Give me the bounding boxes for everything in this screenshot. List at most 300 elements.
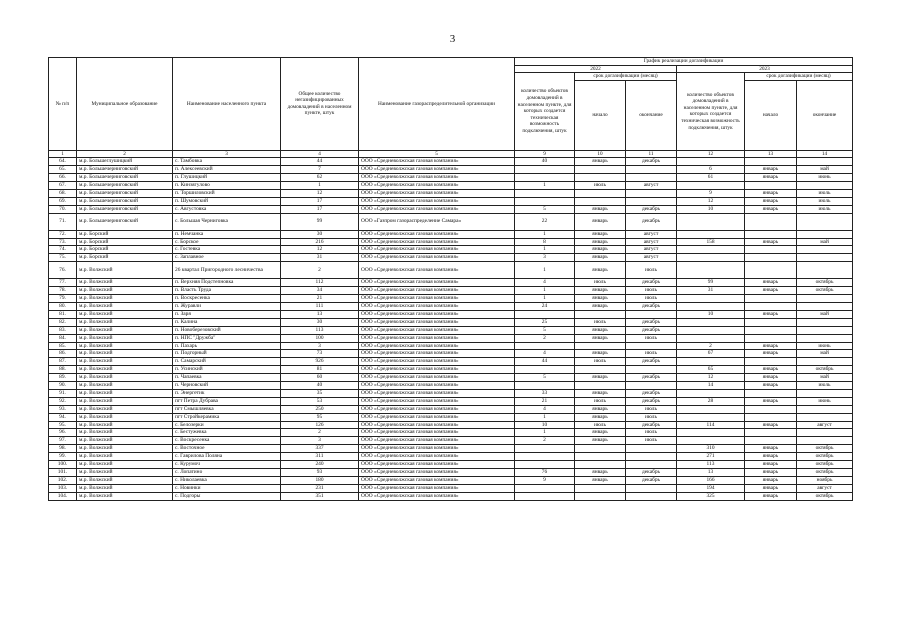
cell-municipality: м.р. Волжский xyxy=(77,461,173,469)
cell-num: 99. xyxy=(49,453,77,461)
header-start-2023: начало xyxy=(745,80,797,150)
cell-num: 83. xyxy=(49,326,77,334)
cell-start-2022 xyxy=(575,189,626,197)
cell-municipality: м.р. Волжский xyxy=(77,295,173,303)
cell-num: 103. xyxy=(49,484,77,492)
cell-num: 86. xyxy=(49,350,77,358)
cell-municipality: м.р. Волжский xyxy=(77,366,173,374)
cell-gdo: ООО «Средневолжская газовая компания» xyxy=(359,461,515,469)
cell-total: 3 xyxy=(281,342,359,350)
cell-count-2023 xyxy=(677,358,745,366)
column-number: 9 xyxy=(515,150,575,158)
cell-settlement: с. Гаврилова Поляна xyxy=(173,453,281,461)
cell-count-2023 xyxy=(677,302,745,310)
header-year-2022: 2022 xyxy=(515,65,677,73)
cell-count-2023: 31 xyxy=(677,287,745,295)
table-row xyxy=(49,421,853,429)
cell-start-2023: январь xyxy=(745,469,797,477)
table-row xyxy=(49,476,853,484)
cell-gdo: ООО «Средневолжская газовая компания» xyxy=(359,254,515,262)
cell-municipality: м.р. Борский xyxy=(77,238,173,246)
cell-end-2023: октябрь xyxy=(797,287,853,295)
cell-start-2022: январь xyxy=(575,334,626,342)
header-start-2022: начало xyxy=(575,80,626,150)
header-num: № п/п xyxy=(49,58,77,151)
cell-num: 80. xyxy=(49,302,77,310)
cell-count-2022: 44 xyxy=(515,358,575,366)
cell-end-2022: июль xyxy=(626,262,677,279)
cell-gdo: ООО «Средневолжская газовая компания» xyxy=(359,366,515,374)
cell-count-2023: 99 xyxy=(677,279,745,287)
cell-end-2023 xyxy=(797,358,853,366)
cell-count-2023: 61 xyxy=(677,174,745,182)
cell-num: 75. xyxy=(49,254,77,262)
cell-start-2022 xyxy=(575,461,626,469)
cell-end-2022: июль xyxy=(626,413,677,421)
table-row xyxy=(49,453,853,461)
cell-settlement: п. НПС "Дружба" xyxy=(173,334,281,342)
cell-count-2022 xyxy=(515,366,575,374)
cell-total: 2 xyxy=(281,262,359,279)
cell-gdo: ООО «Средневолжская газовая компания» xyxy=(359,287,515,295)
table-row xyxy=(49,389,853,397)
cell-settlement: пгт Петра Дубрава xyxy=(173,397,281,405)
cell-municipality: м.р. Волжский xyxy=(77,326,173,334)
cell-end-2023: июль xyxy=(797,197,853,205)
cell-start-2022 xyxy=(575,174,626,182)
cell-count-2022: 10 xyxy=(515,421,575,429)
table-row xyxy=(49,350,853,358)
cell-num: 82. xyxy=(49,318,77,326)
table-row xyxy=(49,405,853,413)
cell-total: 93 xyxy=(281,469,359,477)
cell-count-2022 xyxy=(515,166,575,174)
cell-start-2022: январь xyxy=(575,287,626,295)
cell-total: 12 xyxy=(281,246,359,254)
cell-count-2022 xyxy=(515,174,575,182)
cell-municipality: м.р. Волжский xyxy=(77,413,173,421)
cell-end-2023 xyxy=(797,334,853,342)
cell-gdo: ООО «Средневолжская газовая компания» xyxy=(359,310,515,318)
cell-end-2022: июль xyxy=(626,405,677,413)
cell-settlement: п. Усинский xyxy=(173,366,281,374)
cell-count-2023: 67 xyxy=(677,350,745,358)
table-row xyxy=(49,366,853,374)
cell-num: 69. xyxy=(49,197,77,205)
cell-start-2022: январь xyxy=(575,374,626,382)
cell-municipality: м.р. Борский xyxy=(77,230,173,238)
cell-end-2023 xyxy=(797,413,853,421)
table-row xyxy=(49,182,853,190)
cell-end-2022: декабрь xyxy=(626,326,677,334)
cell-num: 68. xyxy=(49,189,77,197)
cell-start-2022: январь xyxy=(575,326,626,334)
cell-count-2022: 40 xyxy=(515,158,575,166)
gasification-schedule-table xyxy=(48,57,853,501)
cell-count-2023 xyxy=(677,437,745,445)
table-row xyxy=(49,262,853,279)
cell-start-2022: январь xyxy=(575,350,626,358)
cell-end-2022: декабрь xyxy=(626,205,677,213)
column-number: 3 xyxy=(173,150,281,158)
cell-count-2022: 25 xyxy=(515,318,575,326)
table-row xyxy=(49,166,853,174)
column-number: 5 xyxy=(359,150,515,158)
cell-municipality: м.р. Борский xyxy=(77,246,173,254)
cell-municipality: м.р. Волжский xyxy=(77,421,173,429)
cell-start-2023 xyxy=(745,334,797,342)
cell-end-2023: июнь xyxy=(797,342,853,350)
page-number: 3 xyxy=(449,33,456,45)
table-row xyxy=(49,437,853,445)
cell-settlement: п. Заря xyxy=(173,310,281,318)
table-row xyxy=(49,397,853,405)
cell-count-2023: 114 xyxy=(677,421,745,429)
cell-start-2023 xyxy=(745,213,797,230)
cell-end-2022 xyxy=(626,166,677,174)
cell-gdo: ООО «Средневолжская газовая компания» xyxy=(359,295,515,303)
cell-start-2023: январь xyxy=(745,166,797,174)
cell-settlement: п. Глушицкий xyxy=(173,174,281,182)
cell-start-2023 xyxy=(745,302,797,310)
cell-municipality: м.р. Борский xyxy=(77,254,173,262)
cell-total: 17 xyxy=(281,197,359,205)
cell-total: 60 xyxy=(281,374,359,382)
cell-num: 70. xyxy=(49,205,77,213)
cell-count-2022 xyxy=(515,197,575,205)
cell-num: 77. xyxy=(49,279,77,287)
cell-end-2022 xyxy=(626,174,677,182)
table-row xyxy=(49,492,853,500)
cell-end-2023 xyxy=(797,318,853,326)
cell-end-2022 xyxy=(626,310,677,318)
cell-end-2023 xyxy=(797,254,853,262)
table-row xyxy=(49,326,853,334)
cell-start-2022 xyxy=(575,492,626,500)
cell-end-2023 xyxy=(797,405,853,413)
cell-count-2023: 194 xyxy=(677,484,745,492)
header-total: Общее количество негазифицированных домовладений в населенном пункте, штук xyxy=(281,58,359,151)
cell-settlement: п. Калина xyxy=(173,318,281,326)
cell-end-2022: июль xyxy=(626,295,677,303)
cell-settlement: п. Верхняя Подстепновка xyxy=(173,279,281,287)
cell-start-2023: январь xyxy=(745,453,797,461)
table-row xyxy=(49,254,853,262)
cell-settlement: п. Кинзягулово xyxy=(173,182,281,190)
cell-gdo: ООО «Средневолжская газовая компания» xyxy=(359,334,515,342)
cell-total: 30 xyxy=(281,318,359,326)
cell-num: 96. xyxy=(49,429,77,437)
cell-start-2023 xyxy=(745,254,797,262)
cell-end-2023: октябрь xyxy=(797,492,853,500)
cell-settlement: с. Заплавное xyxy=(173,254,281,262)
cell-count-2023: 13 xyxy=(677,469,745,477)
cell-count-2023: 113 xyxy=(677,461,745,469)
cell-end-2023: май xyxy=(797,374,853,382)
cell-end-2023 xyxy=(797,302,853,310)
cell-end-2022 xyxy=(626,366,677,374)
cell-start-2022 xyxy=(575,382,626,390)
cell-count-2023: 28 xyxy=(677,397,745,405)
cell-municipality: м.р. Волжский xyxy=(77,382,173,390)
cell-end-2023 xyxy=(797,213,853,230)
cell-count-2022: 21 xyxy=(515,397,575,405)
cell-gdo: ООО «Средневолжская газовая компания» xyxy=(359,326,515,334)
cell-count-2023: 166 xyxy=(677,476,745,484)
header-term-2022: срок догазификации (месяц) xyxy=(575,73,677,81)
header-count-2023: количество объектов домовладений в населенном пункте, для которых создается техническая возможность подключения, штук xyxy=(677,73,745,151)
cell-end-2022: декабрь xyxy=(626,279,677,287)
cell-count-2022: 3 xyxy=(515,254,575,262)
cell-count-2023: 9 xyxy=(677,189,745,197)
table-row xyxy=(49,413,853,421)
cell-municipality: м.р. Волжский xyxy=(77,397,173,405)
cell-municipality: м.р. Волжский xyxy=(77,437,173,445)
cell-settlement: п. Немчанка xyxy=(173,230,281,238)
cell-start-2023: январь xyxy=(745,476,797,484)
cell-gdo: ООО «Средневолжская газовая компания» xyxy=(359,413,515,421)
cell-total: 13 xyxy=(281,310,359,318)
cell-start-2022: январь xyxy=(575,405,626,413)
cell-municipality: м.р. Большечерниговский xyxy=(77,205,173,213)
cell-gdo: ООО «Средневолжская газовая компания» xyxy=(359,205,515,213)
cell-end-2022 xyxy=(626,461,677,469)
cell-count-2023 xyxy=(677,334,745,342)
column-number: 12 xyxy=(677,150,745,158)
cell-municipality: м.р. Большечерниговский xyxy=(77,182,173,190)
cell-num: 101. xyxy=(49,469,77,477)
cell-gdo: ООО «Средневолжская газовая компания» xyxy=(359,230,515,238)
cell-municipality: м.р. Большечерниговский xyxy=(77,174,173,182)
cell-settlement: п. Торшиловский xyxy=(173,189,281,197)
cell-municipality: м.р. Волжский xyxy=(77,310,173,318)
cell-start-2023: январь xyxy=(745,484,797,492)
cell-start-2022 xyxy=(575,445,626,453)
cell-start-2023 xyxy=(745,358,797,366)
cell-end-2022: июль xyxy=(626,437,677,445)
column-number: 10 xyxy=(575,150,626,158)
cell-gdo: ООО «Средневолжская газовая компания» xyxy=(359,437,515,445)
table-row xyxy=(49,310,853,318)
cell-end-2022: июль xyxy=(626,429,677,437)
cell-start-2023: январь xyxy=(745,350,797,358)
cell-start-2022: январь xyxy=(575,469,626,477)
cell-settlement: с. Гостевка xyxy=(173,246,281,254)
cell-municipality: м.р. Большечерниговский xyxy=(77,213,173,230)
cell-num: 78. xyxy=(49,287,77,295)
cell-gdo: ООО «Средневолжская газовая компания» xyxy=(359,453,515,461)
cell-end-2023: май xyxy=(797,310,853,318)
cell-count-2022 xyxy=(515,461,575,469)
cell-total: 126 xyxy=(281,421,359,429)
cell-count-2022: 8 xyxy=(515,238,575,246)
cell-settlement: пгт Смышляевка xyxy=(173,405,281,413)
cell-count-2023: 271 xyxy=(677,453,745,461)
cell-count-2022: 4 xyxy=(515,350,575,358)
cell-total: 34 xyxy=(281,287,359,295)
cell-count-2022 xyxy=(515,492,575,500)
cell-end-2022 xyxy=(626,492,677,500)
cell-settlement: с. Воскресенка xyxy=(173,437,281,445)
cell-count-2023: 10 xyxy=(677,310,745,318)
cell-start-2023: январь xyxy=(745,382,797,390)
cell-start-2022: январь xyxy=(575,302,626,310)
cell-num: 93. xyxy=(49,405,77,413)
cell-start-2023: январь xyxy=(745,374,797,382)
cell-municipality: м.р. Волжский xyxy=(77,453,173,461)
cell-num: 73. xyxy=(49,238,77,246)
cell-municipality: м.р. Волжский xyxy=(77,302,173,310)
cell-gdo: ООО «Средневолжская газовая компания» xyxy=(359,469,515,477)
column-number: 13 xyxy=(745,150,797,158)
table-row xyxy=(49,334,853,342)
column-numbers-row xyxy=(49,150,853,158)
cell-settlement: с. Тамбовка xyxy=(173,158,281,166)
cell-settlement: с. Августовка xyxy=(173,205,281,213)
cell-count-2023: 65 xyxy=(677,366,745,374)
cell-end-2023 xyxy=(797,158,853,166)
cell-total: 35 xyxy=(281,389,359,397)
cell-count-2023: 10 xyxy=(677,205,745,213)
cell-start-2022: январь xyxy=(575,262,626,279)
cell-start-2023 xyxy=(745,246,797,254)
cell-start-2023: январь xyxy=(745,461,797,469)
cell-municipality: м.р. Волжский xyxy=(77,334,173,342)
column-number: 1 xyxy=(49,150,77,158)
cell-total: 3 xyxy=(281,437,359,445)
cell-count-2023 xyxy=(677,405,745,413)
cell-municipality: м.р. Большечерниговский xyxy=(77,197,173,205)
cell-start-2023: январь xyxy=(745,366,797,374)
cell-total: 30 xyxy=(281,230,359,238)
cell-end-2022 xyxy=(626,445,677,453)
cell-start-2022: январь xyxy=(575,213,626,230)
cell-settlement: п. Пахарь xyxy=(173,342,281,350)
cell-total: 40 xyxy=(281,382,359,390)
cell-start-2023 xyxy=(745,158,797,166)
cell-end-2022: декабрь xyxy=(626,374,677,382)
cell-start-2023: январь xyxy=(745,287,797,295)
cell-end-2022 xyxy=(626,453,677,461)
cell-count-2022 xyxy=(515,445,575,453)
cell-settlement: с. Лопатино xyxy=(173,469,281,477)
header-gdo: Наименование газораспределительной организации xyxy=(359,58,515,151)
cell-end-2023: июнь xyxy=(797,174,853,182)
cell-municipality: м.р. Волжский xyxy=(77,389,173,397)
cell-end-2023: июль xyxy=(797,189,853,197)
cell-count-2023 xyxy=(677,295,745,303)
cell-count-2023 xyxy=(677,182,745,190)
cell-end-2022: декабрь xyxy=(626,469,677,477)
cell-end-2022: август xyxy=(626,182,677,190)
cell-start-2023 xyxy=(745,262,797,279)
cell-start-2022: июль xyxy=(575,279,626,287)
cell-num: 100. xyxy=(49,461,77,469)
cell-count-2022: 1 xyxy=(515,287,575,295)
cell-count-2022: 1 xyxy=(515,295,575,303)
cell-count-2022 xyxy=(515,342,575,350)
cell-start-2023: январь xyxy=(745,445,797,453)
cell-count-2022: 1 xyxy=(515,182,575,190)
cell-municipality: м.р. Волжский xyxy=(77,445,173,453)
column-number: 14 xyxy=(797,150,853,158)
cell-municipality: м.р. Волжский xyxy=(77,429,173,437)
cell-end-2022: декабрь xyxy=(626,358,677,366)
table-row xyxy=(49,238,853,246)
table-row xyxy=(49,445,853,453)
cell-settlement: п. Подгорный xyxy=(173,350,281,358)
cell-start-2023: январь xyxy=(745,397,797,405)
cell-end-2022: декабрь xyxy=(626,476,677,484)
cell-settlement: с. Подгоры xyxy=(173,492,281,500)
cell-gdo: ООО «Средневолжская газовая компания» xyxy=(359,421,515,429)
cell-settlement: 26 квартал Пригородного лесничества xyxy=(173,262,281,279)
cell-start-2022: январь xyxy=(575,158,626,166)
cell-count-2023: 310 xyxy=(677,445,745,453)
cell-num: 91. xyxy=(49,389,77,397)
cell-start-2023: январь xyxy=(745,421,797,429)
cell-start-2022: июль xyxy=(575,397,626,405)
cell-gdo: ООО «Средневолжская газовая компания» xyxy=(359,246,515,254)
cell-num: 76. xyxy=(49,262,77,279)
cell-start-2023 xyxy=(745,413,797,421)
cell-total: 1 xyxy=(281,182,359,190)
cell-settlement: п. Алексеевский xyxy=(173,166,281,174)
cell-count-2022: 1 xyxy=(515,230,575,238)
cell-gdo: ООО «Средневолжская газовая компания» xyxy=(359,238,515,246)
cell-num: 79. xyxy=(49,295,77,303)
cell-gdo: ООО «Средневолжская газовая компания» xyxy=(359,182,515,190)
cell-gdo: ООО «Средневолжская газовая компания» xyxy=(359,358,515,366)
cell-total: 95 xyxy=(281,413,359,421)
cell-start-2022 xyxy=(575,342,626,350)
cell-gdo: ООО «Средневолжская газовая компания» xyxy=(359,174,515,182)
column-number: 11 xyxy=(626,150,677,158)
cell-municipality: м.р. Волжский xyxy=(77,374,173,382)
cell-gdo: ООО «Средневолжская газовая компания» xyxy=(359,302,515,310)
cell-start-2022: январь xyxy=(575,476,626,484)
cell-end-2022: декабрь xyxy=(626,397,677,405)
cell-total: 216 xyxy=(281,238,359,246)
cell-total: 62 xyxy=(281,174,359,182)
cell-end-2023: октябрь xyxy=(797,453,853,461)
cell-end-2023: май xyxy=(797,350,853,358)
cell-end-2023 xyxy=(797,230,853,238)
cell-start-2023 xyxy=(745,405,797,413)
cell-start-2023: январь xyxy=(745,279,797,287)
cell-count-2022: 4 xyxy=(515,405,575,413)
header-year-2023: 2023 xyxy=(677,65,853,73)
header-schedule: График реализации догазификации xyxy=(515,58,853,66)
cell-end-2023 xyxy=(797,295,853,303)
cell-settlement: с. Бестужевка xyxy=(173,429,281,437)
cell-municipality: м.р. Волжский xyxy=(77,262,173,279)
table-row xyxy=(49,189,853,197)
table-row xyxy=(49,318,853,326)
cell-count-2022: 1 xyxy=(515,413,575,421)
cell-start-2022: июль xyxy=(575,182,626,190)
cell-total: 21 xyxy=(281,295,359,303)
cell-count-2023 xyxy=(677,429,745,437)
cell-total: 180 xyxy=(281,476,359,484)
table-row xyxy=(49,382,853,390)
cell-gdo: ООО «Средневолжская газовая компания» xyxy=(359,262,515,279)
cell-start-2022: январь xyxy=(575,429,626,437)
cell-start-2022: январь xyxy=(575,238,626,246)
header-end-2023: окончание xyxy=(797,80,853,150)
table-row xyxy=(49,205,853,213)
cell-num: 98. xyxy=(49,445,77,453)
